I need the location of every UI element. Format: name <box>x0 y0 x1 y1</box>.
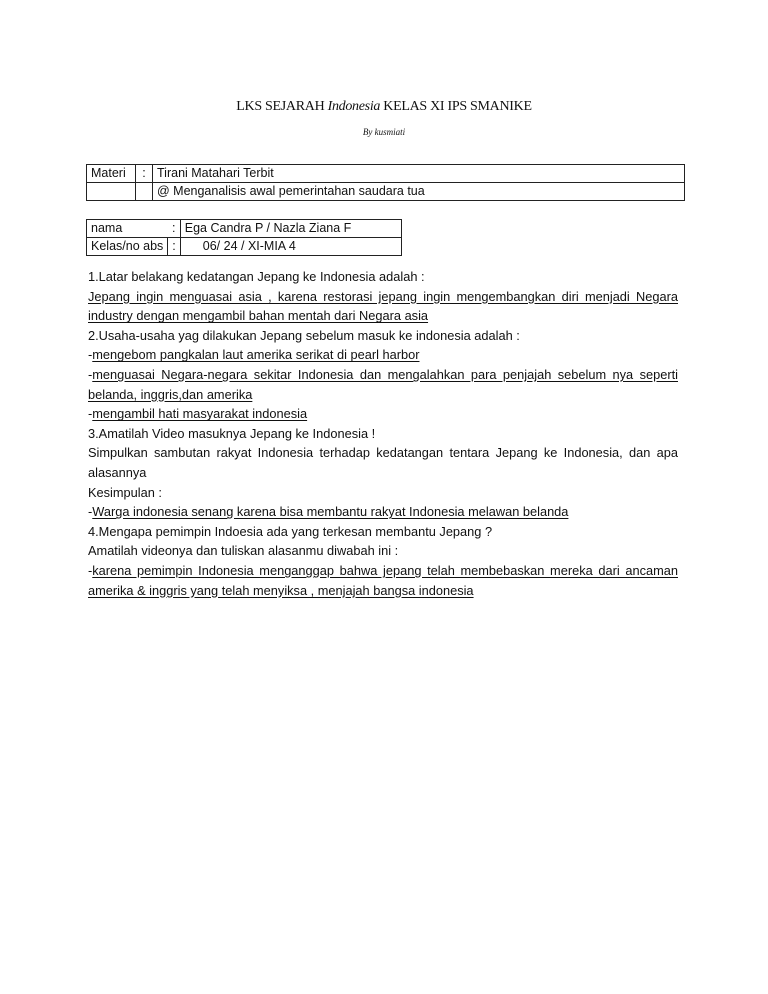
title-part-2: Indonesia <box>327 99 381 114</box>
name-separator: : <box>168 220 180 238</box>
document-title <box>0 99 768 115</box>
answer-2a: -mengebom pangkalan laut amerika serikat di pearl harbor <box>88 347 420 363</box>
materi-value-1: Tirani Matahari Terbit <box>153 165 685 183</box>
question-3-instruction-line-2: alasannya <box>88 464 147 480</box>
answer-2c: -mengambil hati masyarakat indonesia <box>88 406 308 422</box>
conclusion-label: Kesimpulan : <box>88 484 162 500</box>
question-4-instruction: Amatilah videonya dan tuliskan alasanmu diwabah ini : <box>88 543 399 559</box>
materi-label: Materi <box>87 165 136 183</box>
answer-2b-line-1: -menguasai Negara-negara sekitar Indonesia dan mengalahkan para penjajah sebelum nya seperti <box>88 366 678 382</box>
materi-empty-cell <box>87 183 136 201</box>
name-label: nama <box>87 220 168 238</box>
answer-1-line-2: industry dengan mengambil bahan mentah dari Negara asia <box>88 308 429 324</box>
question-3-instruction-line-1: Simpulkan sambutan rakyat Indonesia terhadap kedatangan tentara Jepang ke Indonesia, dan apa <box>88 445 678 461</box>
class-label: Kelas/no abs <box>87 238 168 256</box>
title-part-1: LKS SEJARAH <box>236 99 328 114</box>
answer-3: -Warga indonesia senang karena bisa membantu rakyat Indonesia melawan belanda <box>88 504 569 520</box>
name-value: Ega Candra P / Nazla Ziana F <box>180 220 401 238</box>
question-3: 3.Amatilah Video masuknya Jepang ke Indonesia ! <box>88 425 376 441</box>
materi-row-2 <box>87 183 685 201</box>
materi-separator: : <box>136 165 153 183</box>
class-separator: : <box>168 238 180 256</box>
answer-4-line-2: amerika & inggris yang telah menyiksa , menjajah bangsa indonesia <box>88 582 474 598</box>
materi-table <box>86 164 685 201</box>
question-1: 1.Latar belakang kedatangan Jepang ke Indonesia adalah : <box>88 269 425 284</box>
document-author: By kusmiati <box>362 127 406 137</box>
title-part-3: KELAS XI IPS SMANIKE <box>380 99 532 114</box>
materi-value-2: @ Menganalisis awal pemerintahan saudara tua <box>153 183 685 201</box>
question-4: 4.Mengapa pemimpin Indoesia ada yang terkesan membantu Jepang ? <box>88 523 493 539</box>
worksheet-body <box>88 267 678 600</box>
answer-4-line-1: -karena pemimpin Indonesia menganggap bahwa jepang telah membebaskan mereka dari ancaman <box>88 562 678 578</box>
student-info-table <box>86 219 402 256</box>
class-value: 06/ 24 / XI-MIA 4 <box>180 238 401 256</box>
answer-1-line-1: Jepang ingin menguasai asia , karena restorasi jepang ingin mengembangkan diri menjadi Negara <box>88 288 678 304</box>
question-2: 2.Usaha-usaha yag dilakukan Jepang sebelum masuk ke indonesia adalah : <box>88 327 520 343</box>
answer-2b-line-2: belanda, inggris,dan amerika <box>88 386 253 402</box>
materi-row <box>87 165 685 183</box>
class-row <box>87 238 402 256</box>
name-row <box>87 220 402 238</box>
materi-empty-sep <box>136 183 153 201</box>
